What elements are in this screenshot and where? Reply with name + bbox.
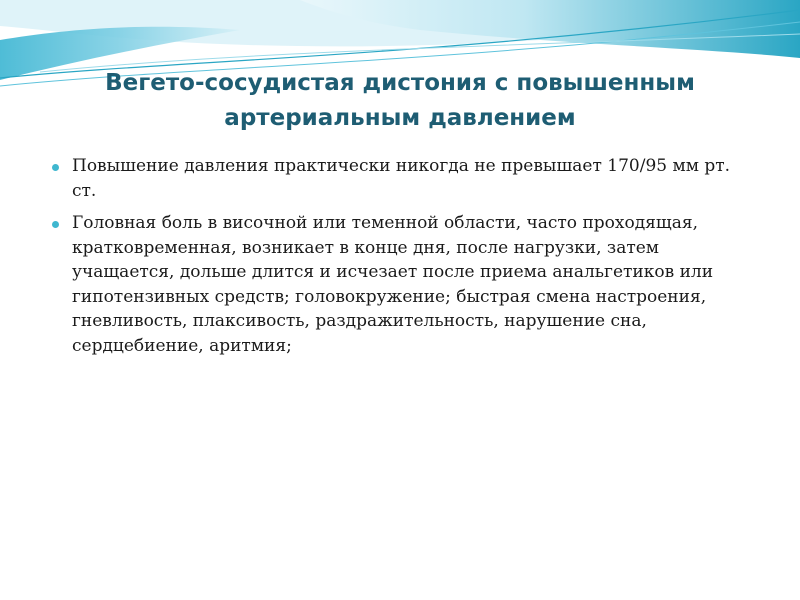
slide-title: Вегето-сосудистая дистония с повышенным артериальным давлением — [105, 70, 695, 131]
bullet-item-symptoms — [50, 211, 740, 358]
bullet-icon — [52, 164, 59, 171]
bullet-item-pressure — [50, 154, 740, 203]
bullet-icon — [52, 221, 59, 228]
bullet-text: Повышение давления практически никогда не превышает 170/95 мм рт. ст. — [72, 156, 731, 201]
bullet-list — [50, 154, 740, 366]
bullet-text: Головная боль в височной или теменной области, часто проходящая, кратковременная, возникает в конце дня, после нагрузки, затем учащается, дольше длится и исчезает после приема анальгетиков или гипотензивных средств; головокружение; быстрая смена настроения, гневливость, плаксивость, раздражительность, нарушение сна, сердцебиение, аритмия; — [72, 213, 714, 356]
